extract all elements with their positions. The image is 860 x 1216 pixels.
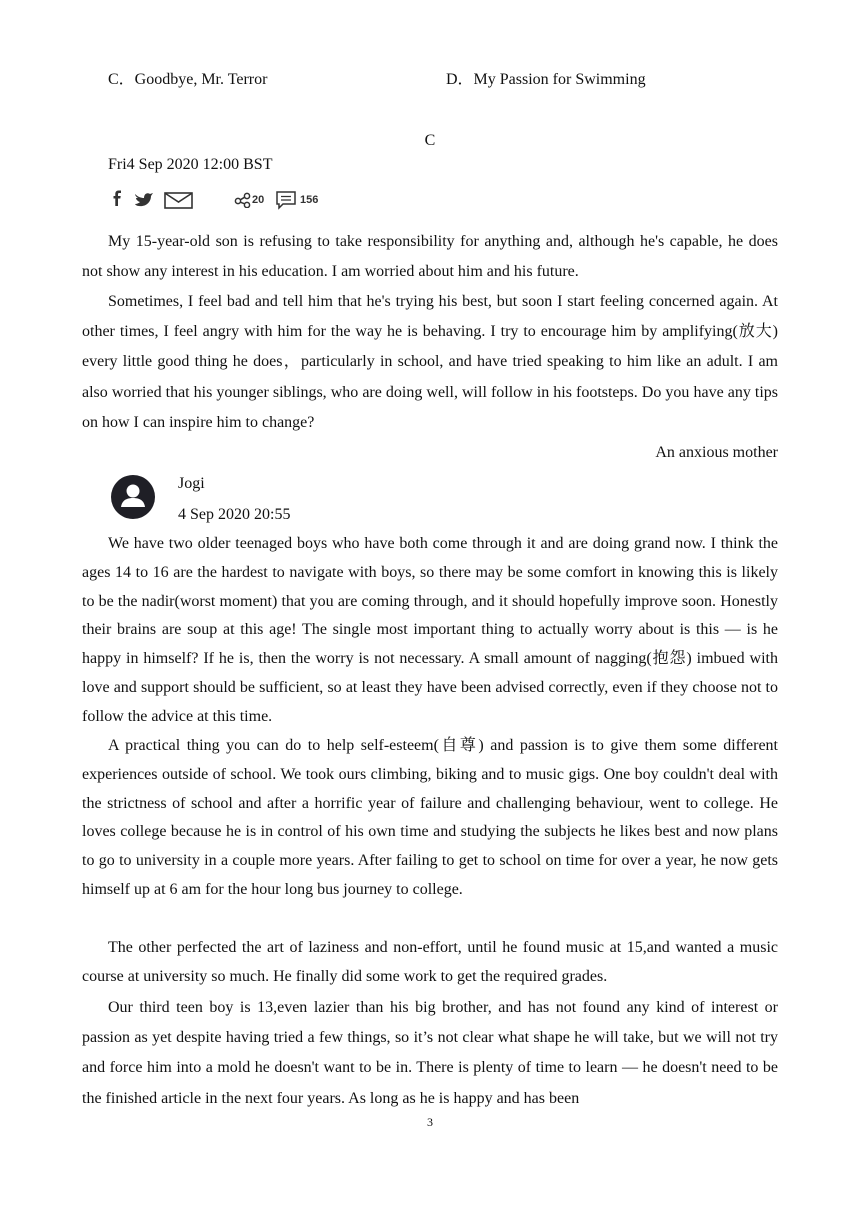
article-dateline: Fri4 Sep 2020 12:00 BST xyxy=(108,156,273,173)
reply-paragraph-1: We have two older teenaged boys who have both come through it and are doing grand now. I think the ages 14 to 16 are the hardest to navigate with boys, so there may be some comfort in knowing this is likely to be the nadir(worst moment) that you are coming through, and it should hopefully improve soon. Honestly their brains are soup at this age! The single most important thing to actually worry about is this — is he happy in himself? If he is, then the worry is not necessary. A small amount of nagging(抱怨) imbued with love and support should be sufficient, so at least they have been advised correctly, even if they choose not to follow the advice at this time. xyxy=(82,535,778,725)
share-count-value: 20 xyxy=(252,194,265,206)
section-heading: C xyxy=(424,132,436,149)
reply-paragraph-2: A practical thing you can do to help self-esteem(自尊) and passion is to give them some different experiences outside of school. We took ours climbing, biking and to music gigs. One boy couldn't deal with the strictness of school and after a horrific year of failure and challenging behaviour, went to college. He loves college because he is in control of his own time and studying the subjects he likes best and now plans to go to university in a couple more years. After failing to get to school on time for over a year, he now gets himself up at 6 am for the hour long bus journey to college. xyxy=(82,737,778,898)
option-c: C．Goodbye, Mr. Terror xyxy=(108,71,268,88)
share-icon xyxy=(234,192,252,208)
letter-signature: An anxious mother xyxy=(655,444,778,461)
comment-date: 4 Sep 2020 20:55 xyxy=(178,506,291,523)
page-number: 3 xyxy=(427,1115,433,1129)
comment-count-value: 156 xyxy=(300,194,319,206)
email-icon[interactable] xyxy=(164,189,194,211)
comment-icon xyxy=(275,190,297,210)
reply-paragraph-4: Our third teen boy is 13,even lazier than his big brother, and has not found any kind of interest or passion as yet despite having tried a few things, so it’s not clear what shape he will take, but we will not try and force him into a mold he doesn't want to be in. There is plenty of time to learn — he doesn't need to be the finished article in the next four years. As long as he is happy and has been xyxy=(82,999,778,1107)
avatar-icon xyxy=(110,474,156,520)
facebook-icon[interactable] xyxy=(110,189,124,211)
letter-paragraph-1: My 15-year-old son is refusing to take responsibility for anything and, although he's capable, he does not show any interest in his education. I am worried about him and his future. xyxy=(82,233,778,281)
comment-count[interactable] xyxy=(275,189,318,211)
letter-paragraph-2: Sometimes, I feel bad and tell him that he's trying his best, but soon I start feeling concerned again. At other times, I feel angry with him for the way he is behaving. I try to encourage him by amplifying(放大) every little good thing he does，particularly in school, and have tried speaking to him like an adult. I am also worried that his younger siblings, who are doing well, will follow in his footsteps. Do you have any tips on how I can inspire him to change? xyxy=(82,293,778,431)
share-count[interactable] xyxy=(234,189,264,211)
option-d: D．My Passion for Swimming xyxy=(446,71,646,88)
comment-author: Jogi xyxy=(178,475,205,492)
twitter-icon[interactable] xyxy=(134,189,154,211)
reply-paragraph-3: The other perfected the art of laziness and non-effort, until he found music at 15,and wanted a music course at university so much. He finally did some work to get the required grades. xyxy=(82,939,778,985)
